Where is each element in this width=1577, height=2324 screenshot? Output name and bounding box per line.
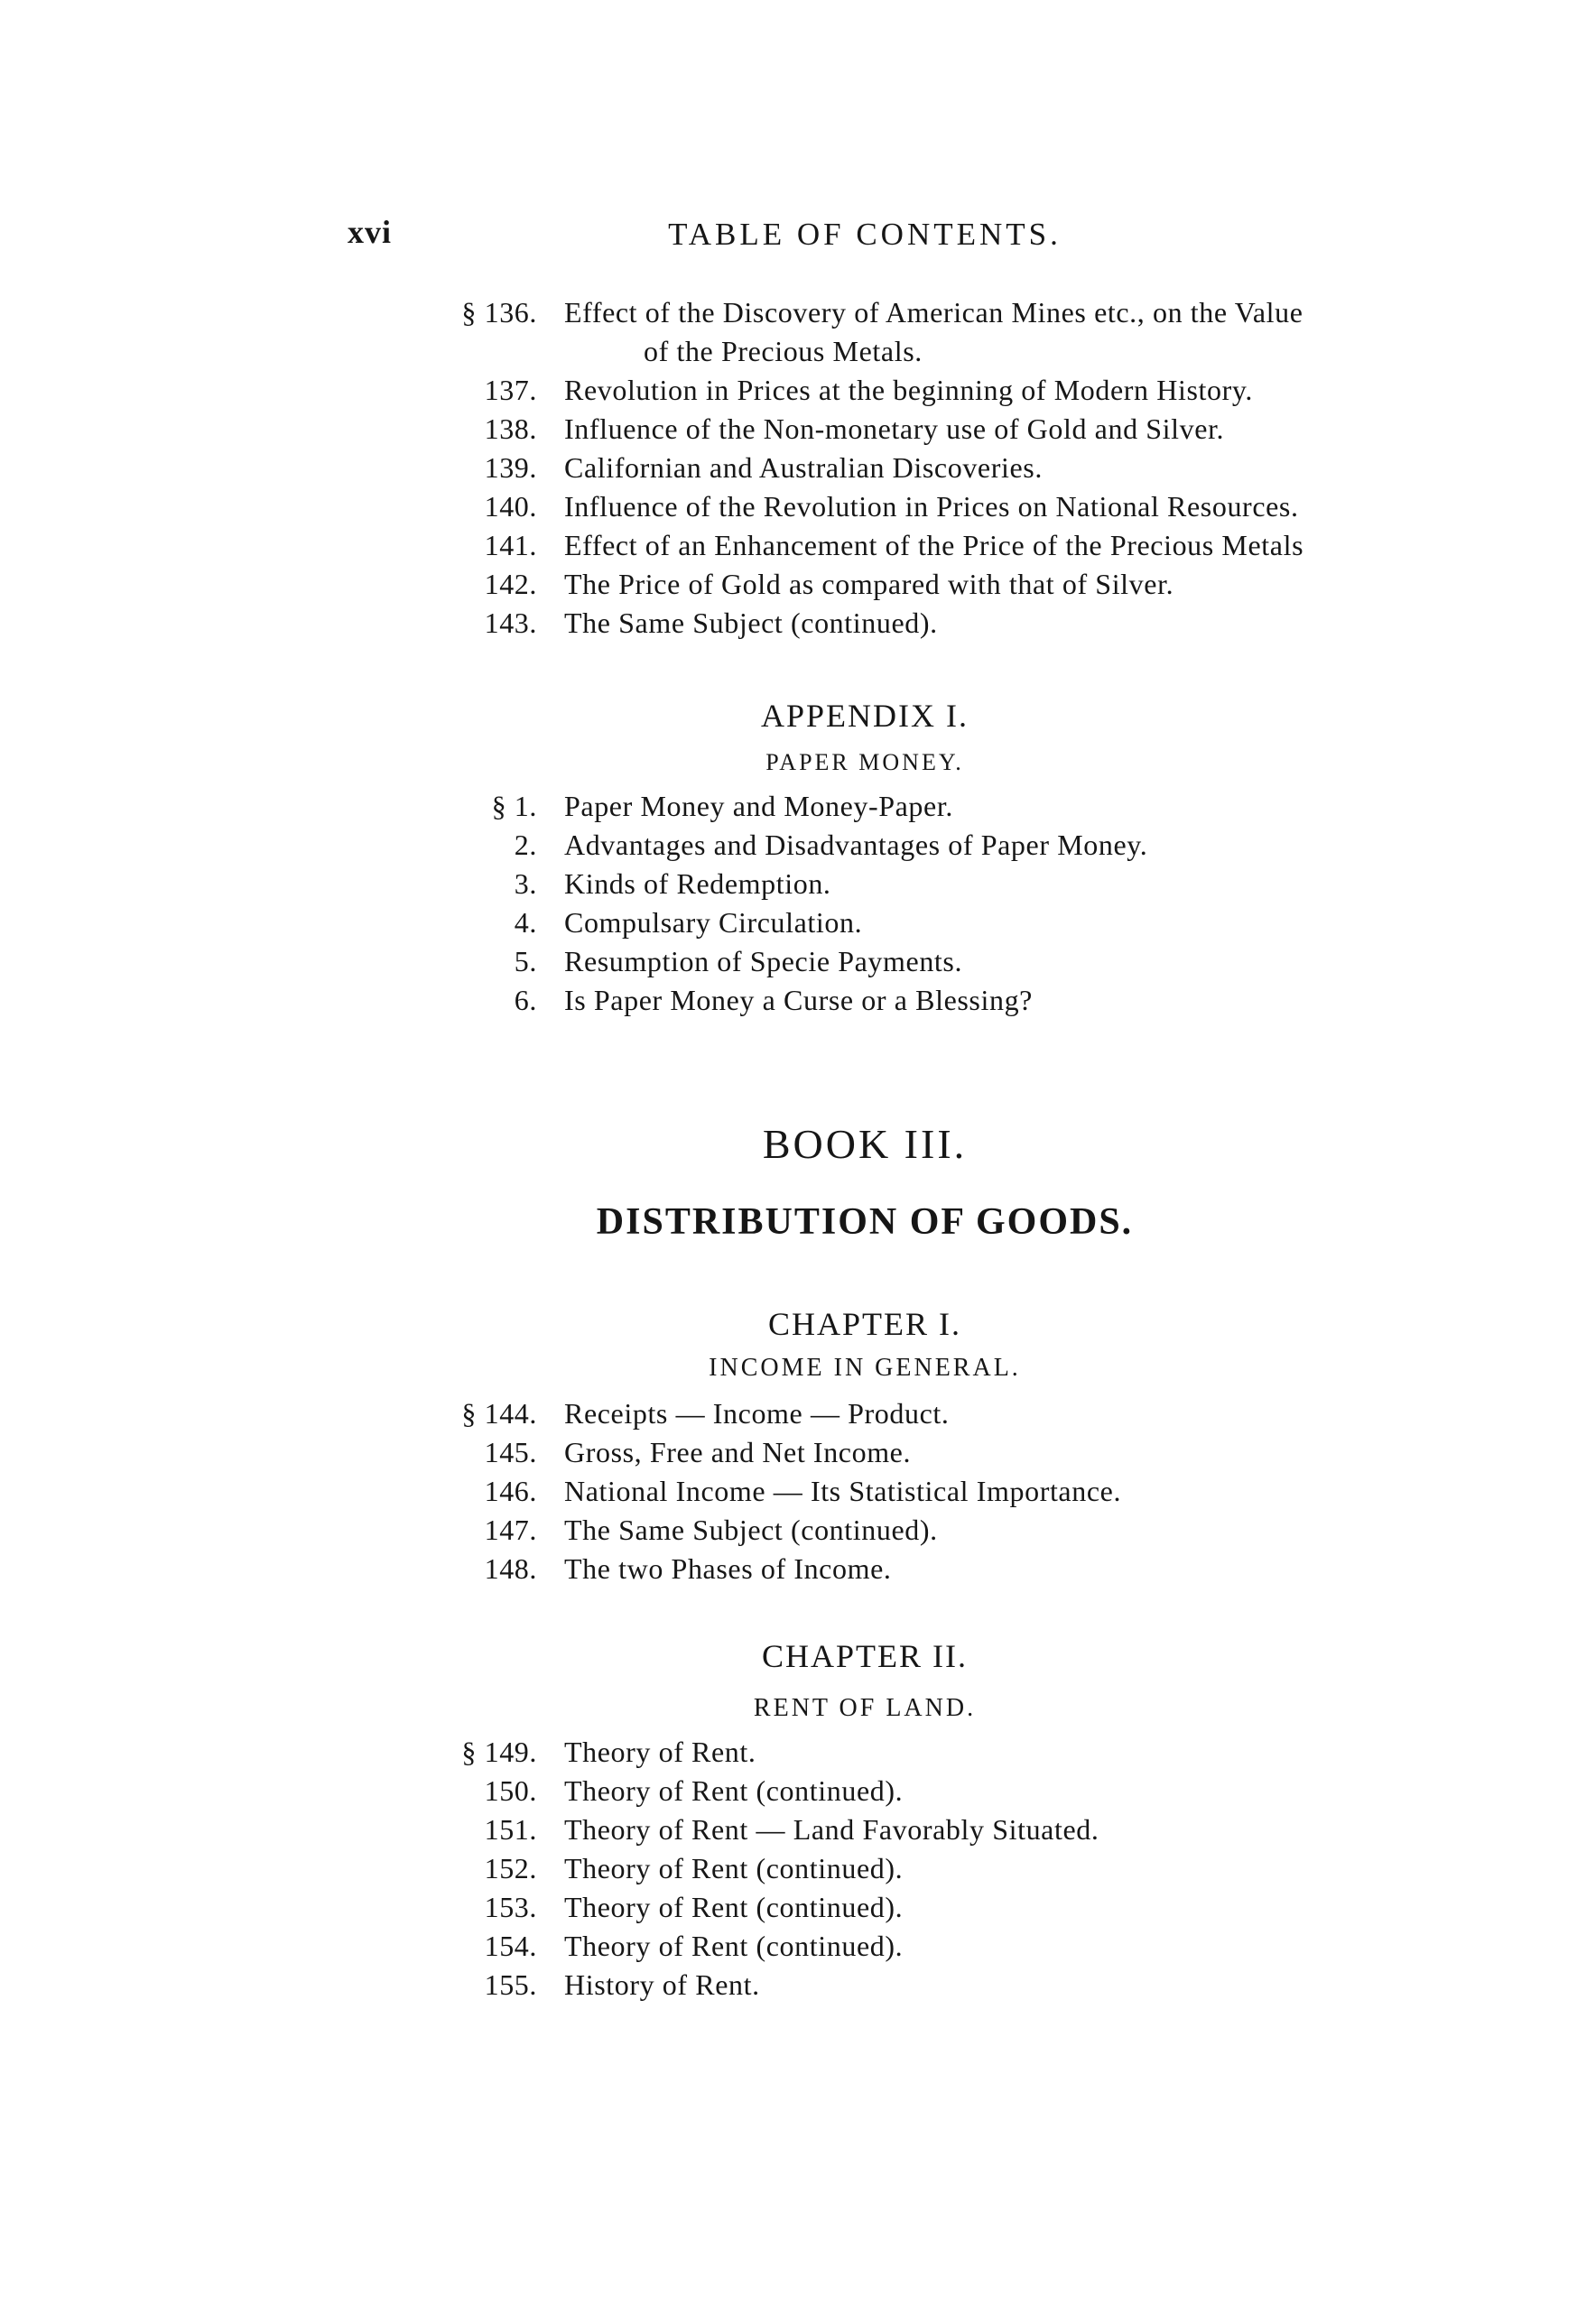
entry-number: 2.: [514, 829, 537, 861]
toc-entry: [433, 1888, 1480, 1927]
entry-number: 150.: [484, 1774, 537, 1807]
entry-text: [564, 293, 1480, 371]
entry-text: Effect of an Enhancement of the Price of the Precious Metals: [564, 529, 1304, 561]
entry-text: The Same Subject (continued).: [564, 606, 938, 639]
entry-number: 141.: [484, 529, 537, 561]
entry-text: Resumption of Specie Payments.: [564, 945, 963, 977]
entry-text: Theory of Rent.: [564, 1736, 756, 1768]
entry-text: Compulsary Circulation.: [564, 906, 863, 939]
entry-number: 5.: [514, 945, 537, 977]
entry-text: Influence of the Non-monetary use of Gold and Silver.: [564, 412, 1225, 445]
page-number: xvi: [348, 214, 393, 250]
entry-line-2: of the Precious Metals.: [644, 335, 923, 367]
entry-number: § 1.: [491, 790, 537, 822]
chapter1-heading: CHAPTER I.: [767, 1306, 961, 1342]
toc-section-appendix-entries: [433, 787, 1480, 1020]
toc-entry: [433, 1966, 1480, 2005]
entry-text: History of Rent.: [564, 1968, 760, 2001]
toc-entry: [433, 604, 1480, 643]
entry-number: 145.: [484, 1436, 537, 1468]
toc-entry: [433, 787, 1480, 826]
entry-text: Receipts — Income — Product.: [564, 1397, 950, 1430]
entry-number: 4.: [514, 906, 537, 939]
toc-entry: [433, 981, 1480, 1020]
running-title: TABLE OF CONTENTS.: [668, 217, 1062, 252]
toc-entry: [433, 410, 1480, 449]
toc-entry: [433, 449, 1480, 487]
entry-line-1: Effect of the Discovery of American Mines etc., on the Value: [564, 296, 1303, 329]
entry-number: 3.: [514, 867, 537, 900]
entry-text: Paper Money and Money-Paper.: [564, 790, 953, 822]
toc-entry: [433, 1394, 1480, 1433]
entry-number: 138.: [484, 412, 537, 445]
entry-number: § 136.: [461, 296, 537, 329]
chapter2-heading: CHAPTER II.: [762, 1638, 968, 1674]
toc-entry: [433, 1772, 1480, 1810]
toc-entry: [433, 865, 1480, 903]
toc-entry: [433, 1550, 1480, 1588]
toc-entry: [433, 487, 1480, 526]
entry-text: Theory of Rent — Land Favorably Situated.: [564, 1813, 1099, 1846]
toc-entry: [433, 1511, 1480, 1550]
chapter1-subheading: INCOME IN GENERAL.: [709, 1354, 1021, 1382]
entry-number: 154.: [484, 1930, 537, 1962]
toc-entry: [433, 942, 1480, 981]
toc-entry: [433, 826, 1480, 865]
entry-number: 147.: [484, 1514, 537, 1546]
entry-number: 140.: [484, 490, 537, 523]
entry-text: The two Phases of Income.: [564, 1552, 892, 1585]
entry-text: Californian and Australian Discoveries.: [564, 451, 1043, 484]
toc-entry: [433, 293, 1480, 371]
toc-entry: [433, 1733, 1480, 1772]
entry-number: 155.: [484, 1968, 537, 2001]
toc-entry: [433, 1472, 1480, 1511]
toc-section-chapter1-entries: [433, 1394, 1480, 1588]
toc-entry: [433, 1927, 1480, 1966]
entry-text: Influence of the Revolution in Prices on National Resources.: [564, 490, 1299, 523]
toc-section-money-entries: [433, 293, 1480, 643]
entry-number: 137.: [484, 374, 537, 406]
toc-entry: [433, 526, 1480, 565]
entry-text: The Same Subject (continued).: [564, 1514, 938, 1546]
book-heading: BOOK III.: [762, 1121, 968, 1167]
toc-entry: [433, 903, 1480, 942]
entry-text: National Income — Its Statistical Importance.: [564, 1475, 1122, 1507]
chapter2-subheading: RENT OF LAND.: [753, 1694, 977, 1722]
entry-text: Is Paper Money a Curse or a Blessing?: [564, 984, 1033, 1016]
entry-number: § 144.: [461, 1397, 537, 1430]
entry-number: 139.: [484, 451, 537, 484]
toc-entry: [433, 1433, 1480, 1472]
entry-number: 146.: [484, 1475, 537, 1507]
entry-number: 153.: [484, 1891, 537, 1923]
book-subheading: DISTRIBUTION OF GOODS.: [596, 1201, 1134, 1243]
toc-section-chapter2-entries: [433, 1733, 1480, 2005]
entry-number: 6.: [514, 984, 537, 1016]
entry-number: 151.: [484, 1813, 537, 1846]
entry-text: Advantages and Disadvantages of Paper Money.: [564, 829, 1148, 861]
toc-entry: [433, 1849, 1480, 1888]
entry-number: § 149.: [461, 1736, 537, 1768]
entry-number: 143.: [484, 606, 537, 639]
entry-text: Revolution in Prices at the beginning of Modern History.: [564, 374, 1253, 406]
appendix-subheading: PAPER MONEY.: [765, 749, 964, 775]
entry-text: Theory of Rent (continued).: [564, 1930, 904, 1962]
entry-text: Gross, Free and Net Income.: [564, 1436, 912, 1468]
entry-text: Theory of Rent (continued).: [564, 1891, 904, 1923]
entry-text: Theory of Rent (continued).: [564, 1774, 904, 1807]
entry-text: Kinds of Redemption.: [564, 867, 831, 900]
appendix-heading: APPENDIX I.: [760, 698, 969, 734]
entry-number: 152.: [484, 1852, 537, 1884]
toc-entry: [433, 1810, 1480, 1849]
entry-number: 148.: [484, 1552, 537, 1585]
toc-entry: [433, 565, 1480, 604]
entry-text: The Price of Gold as compared with that of Silver.: [564, 568, 1174, 600]
entry-text: Theory of Rent (continued).: [564, 1852, 904, 1884]
entry-number: 142.: [484, 568, 537, 600]
toc-entry: [433, 371, 1480, 410]
